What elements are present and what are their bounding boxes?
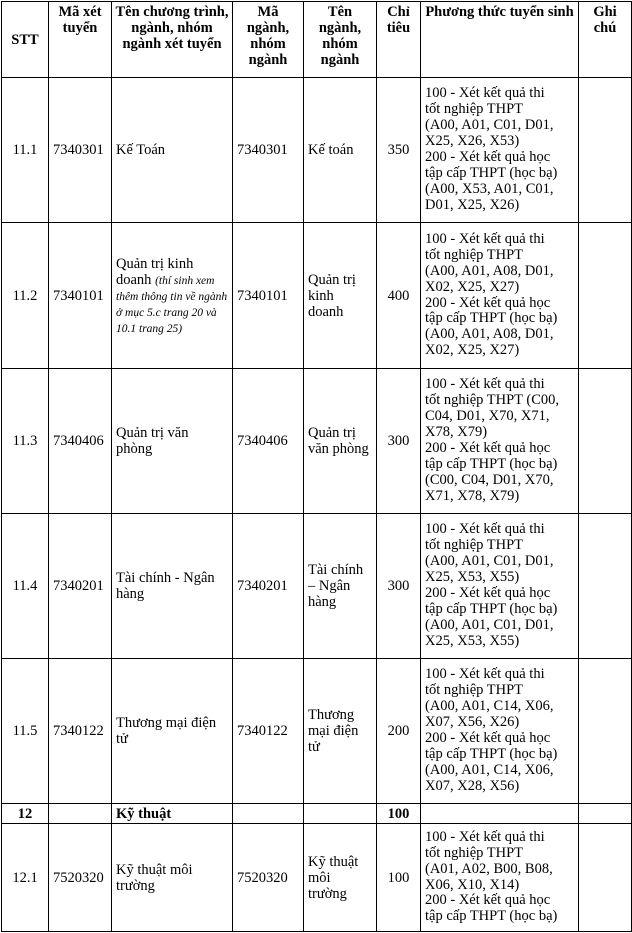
method-line: X25, X53, X55) — [425, 632, 520, 649]
method-line: tốt nghiệp THPT (C00, — [425, 392, 559, 409]
row-stt: 11.5 — [2, 659, 49, 804]
table-row — [2, 514, 632, 659]
row-ten-chuong-trinh: Tài chính - Ngân hàng — [112, 514, 233, 659]
group-empty-method — [421, 804, 579, 824]
row-ten-nganh: Kế toán — [304, 78, 377, 223]
row-chi-tieu: 300 — [377, 514, 421, 659]
method-line: tập cấp THPT (học bạ) — [425, 164, 558, 181]
row-ten-chuong-trinh: Thương mại điện tử — [112, 659, 233, 804]
group-empty-note — [579, 804, 632, 824]
method-line: 100 - Xét kết quả thi — [425, 828, 545, 845]
method-line: X07, X56, X26) — [425, 714, 520, 731]
method-line: (A00, A01, C01, D01, — [425, 616, 554, 633]
method-line: 200 - Xét kết quả học — [425, 149, 551, 165]
row-ghi-chu — [579, 223, 632, 369]
row-ghi-chu — [579, 369, 632, 514]
method-line: 100 - Xét kết quả thi — [425, 521, 545, 538]
header-ten-nganh: Tên ngành, nhóm ngành — [304, 2, 377, 78]
row-stt: 11.2 — [2, 223, 49, 369]
method-line: (A00, A01, C14, X06, — [425, 761, 554, 778]
method-line: D01, X25, X26) — [425, 196, 520, 213]
table-row — [2, 78, 632, 223]
header-ma-nganh: Mã ngành, nhóm ngành — [233, 2, 304, 78]
row-ma-xet-tuyen: 7340301 — [49, 78, 112, 223]
method-line: 200 - Xét kết quả học — [425, 585, 551, 601]
row-phuong-thuc — [421, 78, 579, 223]
method-line: 200 - Xét kết quả học — [425, 730, 551, 746]
header-ma-xet-tuyen: Mã xét tuyển — [49, 2, 112, 78]
method-line: tập cấp THPT (học bạ) — [425, 455, 558, 472]
method-line: 200 - Xét kết quả học — [425, 440, 551, 456]
method-line: (A00, X53, A01, C01, — [425, 180, 554, 197]
method-line: (A00, A01, C14, X06, — [425, 698, 554, 715]
group-empty-major-code — [233, 804, 304, 824]
row-chi-tieu: 100 — [377, 824, 421, 932]
header-row — [2, 2, 632, 78]
row-ten-chuong-trinh: Kế Toán — [112, 78, 233, 223]
method-line: X71, X78, X79) — [425, 487, 520, 504]
row-ten-chuong-trinh: Quản trị văn phòng — [112, 369, 233, 514]
group-empty-code — [49, 804, 112, 824]
group-chi-tieu: 100 — [377, 804, 421, 824]
group-row — [2, 804, 632, 824]
row-ten-nganh: Quản trị kinh doanh — [304, 223, 377, 369]
method-line: tập cấp THPT (học bạ) — [425, 310, 558, 327]
table-row — [2, 369, 632, 514]
method-line: tốt nghiệp THPT — [425, 682, 524, 699]
row-ma-xet-tuyen: 7340201 — [49, 514, 112, 659]
method-line: tập cấp THPT (học bạ) — [425, 600, 558, 617]
row-phuong-thuc — [421, 659, 579, 804]
row-phuong-thuc — [421, 223, 579, 369]
row-ma-xet-tuyen: 7340101 — [49, 223, 112, 369]
row-phuong-thuc — [421, 824, 579, 932]
method-line: 100 - Xét kết quả thi — [425, 376, 545, 393]
row-ghi-chu — [579, 514, 632, 659]
method-line: X02, X25, X27) — [425, 342, 520, 359]
header-stt: STT — [2, 2, 49, 78]
method-line: X25, X26, X53) — [425, 133, 520, 150]
header-ten-chuong-trinh: Tên chương trình, ngành, nhóm ngành xét tuyển — [112, 2, 233, 78]
row-ma-nganh: 7340101 — [233, 223, 304, 369]
method-line: (C00, C04, D01, X70, — [425, 471, 554, 488]
row-chi-tieu: 350 — [377, 78, 421, 223]
row-ma-xet-tuyen: 7340122 — [49, 659, 112, 804]
admissions-table — [1, 1, 632, 932]
method-line: (A00, A01, C01, D01, — [425, 553, 554, 570]
method-line: 100 - Xét kết quả thi — [425, 85, 545, 102]
row-ma-xet-tuyen: 7520320 — [49, 824, 112, 932]
method-line: X02, X25, X27) — [425, 278, 520, 295]
group-empty-major-name — [304, 804, 377, 824]
method-line: tốt nghiệp THPT — [425, 101, 524, 118]
program-note: (thí sinh xem thêm thông tin về ngành ở mục 5.c trang 20 và 10.1 trang 25) — [116, 274, 228, 335]
row-ten-nganh: Tài chính – Ngân hàng — [304, 514, 377, 659]
row-stt: 12.1 — [2, 824, 49, 932]
header-phuong-thuc: Phương thức tuyển sinh — [421, 2, 579, 78]
method-line: tốt nghiệp THPT — [425, 844, 524, 861]
row-phuong-thuc — [421, 369, 579, 514]
row-ten-chuong-trinh: Kỹ thuật môi trường — [112, 824, 233, 932]
row-phuong-thuc — [421, 514, 579, 659]
method-line: X06, X10, X14) — [425, 876, 520, 893]
method-line: tốt nghiệp THPT — [425, 537, 524, 554]
program-name: Quản trị kinh doanh — [116, 255, 194, 288]
method-line: X07, X28, X56) — [425, 777, 520, 794]
method-line: (A00, A01, C01, D01, — [425, 117, 554, 134]
row-ma-nganh: 7520320 — [233, 824, 304, 932]
row-stt: 11.3 — [2, 369, 49, 514]
method-line: (A00, A01, A08, D01, — [425, 262, 554, 279]
row-ma-nganh: 7340201 — [233, 514, 304, 659]
row-ma-xet-tuyen: 7340406 — [49, 369, 112, 514]
row-ma-nganh: 7340406 — [233, 369, 304, 514]
row-chi-tieu: 300 — [377, 369, 421, 514]
row-ten-chuong-trinh — [112, 223, 233, 369]
row-ghi-chu — [579, 824, 632, 932]
row-ghi-chu — [579, 78, 632, 223]
row-stt: 11.4 — [2, 514, 49, 659]
method-line: (A00, A01, A08, D01, — [425, 326, 554, 343]
header-ghi-chu: Ghi chú — [579, 2, 632, 78]
table-row — [2, 824, 632, 932]
row-ghi-chu — [579, 659, 632, 804]
method-line: (A01, A02, B00, B08, — [425, 860, 553, 877]
table-row — [2, 659, 632, 804]
method-line: 200 - Xét kết quả học — [425, 294, 551, 311]
method-line: tập cấp THPT (học bạ) — [425, 908, 558, 925]
method-line: 100 - Xét kết quả thi — [425, 230, 545, 247]
method-line: tập cấp THPT (học bạ) — [425, 745, 558, 762]
row-ten-nganh: Kỹ thuật môi trường — [304, 824, 377, 932]
row-ten-nganh: Thương mại điện tử — [304, 659, 377, 804]
method-line: X25, X53, X55) — [425, 569, 520, 586]
table-row — [2, 223, 632, 369]
header-chi-tieu: Chỉ tiêu — [377, 2, 421, 78]
row-ten-nganh: Quản trị văn phòng — [304, 369, 377, 514]
row-stt: 11.1 — [2, 78, 49, 223]
method-line: tốt nghiệp THPT — [425, 246, 524, 263]
group-stt: 12 — [2, 804, 49, 824]
row-ma-nganh: 7340122 — [233, 659, 304, 804]
method-line: 200 - Xét kết quả học — [425, 892, 551, 909]
method-line: C04, D01, X70, X71, — [425, 408, 550, 425]
group-title: Kỹ thuật — [112, 804, 233, 824]
row-ma-nganh: 7340301 — [233, 78, 304, 223]
method-line: X78, X79) — [425, 424, 488, 441]
row-chi-tieu: 200 — [377, 659, 421, 804]
row-chi-tieu: 400 — [377, 223, 421, 369]
method-line: 100 - Xét kết quả thi — [425, 666, 545, 683]
